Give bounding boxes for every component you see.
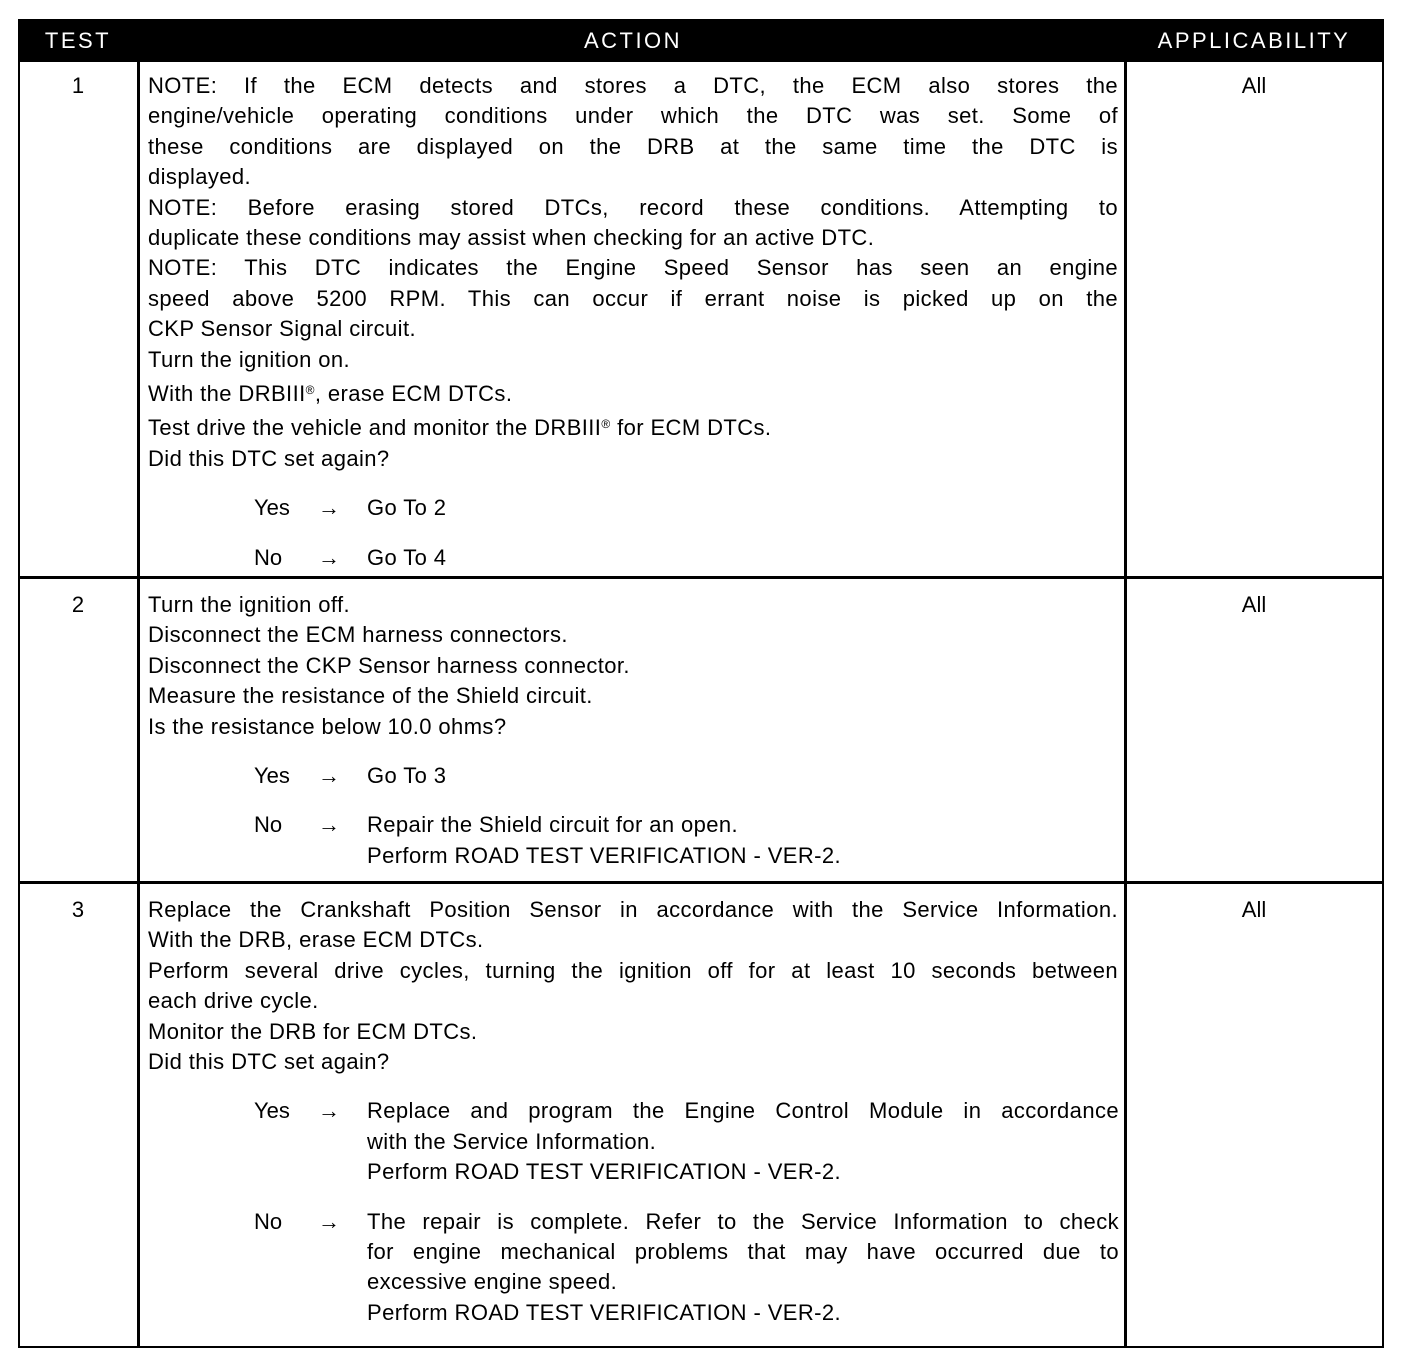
action-line xyxy=(148,409,1118,443)
action-line xyxy=(148,375,1118,409)
result-text: Go To 2 xyxy=(367,495,447,521)
action-cell xyxy=(148,590,1118,871)
action-line: With the DRB, erase ECM DTCs. xyxy=(148,927,484,953)
arrow-icon: → xyxy=(318,1098,340,1124)
action-line: engine/vehicle operating conditions under which the DTC was set. Some of xyxy=(148,103,1118,129)
result-label: Yes xyxy=(254,763,290,789)
action-line: Perform several drive cycles, turning the ignition off for at least 10 seconds between xyxy=(148,957,1118,983)
action-text: , erase ECM DTCs. xyxy=(314,381,513,407)
action-line: duplicate these conditions may assist when checking for an active DTC. xyxy=(148,225,875,251)
result-yes xyxy=(254,1096,1118,1187)
test-number: 3 xyxy=(71,897,85,922)
result-text: The repair is complete. Refer to the Service Information to check xyxy=(367,1208,1119,1234)
table-header xyxy=(18,19,1382,62)
action-line: NOTE: Before erasing stored DTCs, record these conditions. Attempting to xyxy=(148,194,1118,220)
header-test: TEST xyxy=(44,28,112,53)
action-line: Turn the ignition off. xyxy=(148,592,351,617)
column-divider xyxy=(1124,62,1127,1346)
result-text: Go To 3 xyxy=(367,763,447,789)
result-text: Perform ROAD TEST VERIFICATION - VER-2. xyxy=(367,1159,842,1185)
header-applicability: APPLICABILITY xyxy=(1157,28,1351,53)
result-label: No xyxy=(254,812,283,838)
action-line: Turn the ignition on. xyxy=(148,346,351,372)
result-text: with the Service Information. xyxy=(367,1128,657,1154)
action-line: each drive cycle. xyxy=(148,988,319,1014)
column-divider xyxy=(137,62,140,1346)
action-line: displayed. xyxy=(148,164,252,190)
registered-mark: ® xyxy=(601,417,611,432)
action-line: Disconnect the CKP Sensor harness connector. xyxy=(148,652,630,678)
applicability-value: All xyxy=(1241,592,1267,617)
action-line: Is the resistance below 10.0 ohms? xyxy=(148,713,507,739)
action-cell xyxy=(148,895,1118,1328)
action-cell xyxy=(148,71,1118,573)
result-yes xyxy=(254,761,1118,791)
applicability-value: All xyxy=(1241,897,1267,922)
test-table xyxy=(18,19,1382,1346)
action-line: CKP Sensor Signal circuit. xyxy=(148,316,416,342)
arrow-icon: → xyxy=(318,812,340,838)
result-text: excessive engine speed. xyxy=(367,1269,618,1295)
arrow-icon: → xyxy=(318,1208,340,1234)
action-line: Monitor the DRB for ECM DTCs. xyxy=(148,1018,478,1044)
action-line: Disconnect the ECM harness connectors. xyxy=(148,622,568,648)
row-divider xyxy=(18,576,1382,579)
test-number: 2 xyxy=(71,592,85,617)
action-line: NOTE: If the ECM detects and stores a DTC, the ECM also stores the xyxy=(148,73,1118,98)
applicability-value: All xyxy=(1241,73,1267,98)
result-label: No xyxy=(254,544,283,570)
action-line: Replace the Crankshaft Position Sensor in accordance with the Service Information. xyxy=(148,897,1118,922)
registered-mark: ® xyxy=(305,383,315,398)
action-line: NOTE: This DTC indicates the Engine Speed Sensor has seen an engine xyxy=(148,255,1118,281)
action-text: for ECM DTCs. xyxy=(610,415,772,441)
header-action: ACTION xyxy=(583,28,683,53)
result-text: Repair the Shield circuit for an open. xyxy=(367,812,739,838)
result-yes xyxy=(254,493,1118,523)
test-number: 1 xyxy=(71,73,85,98)
result-text: for engine mechanical problems that may have occurred due to xyxy=(367,1239,1119,1265)
result-no xyxy=(254,1207,1118,1329)
result-text: Replace and program the Engine Control Module in accordance xyxy=(367,1098,1119,1124)
arrow-icon: → xyxy=(318,544,340,570)
action-line: Measure the resistance of the Shield circuit. xyxy=(148,683,593,709)
action-line: these conditions are displayed on the DRB at the same time the DTC is xyxy=(148,133,1118,159)
action-line: speed above 5200 RPM. This can occur if errant noise is picked up on the xyxy=(148,285,1118,311)
result-text: Go To 4 xyxy=(367,544,447,570)
result-text: Perform ROAD TEST VERIFICATION - VER-2. xyxy=(367,1299,842,1325)
action-line: Did this DTC set again? xyxy=(148,1049,390,1075)
action-line: Did this DTC set again? xyxy=(148,445,390,471)
result-no xyxy=(254,810,1118,871)
row-divider xyxy=(18,881,1382,884)
arrow-icon: → xyxy=(318,495,340,521)
result-label: Yes xyxy=(254,1098,290,1124)
result-label: Yes xyxy=(254,495,290,521)
arrow-icon: → xyxy=(318,763,340,789)
result-text: Perform ROAD TEST VERIFICATION - VER-2. xyxy=(367,842,842,868)
action-text: Test drive the vehicle and monitor the DRBIII xyxy=(148,415,602,441)
result-no xyxy=(254,543,1118,573)
action-text: With the DRBIII xyxy=(148,381,306,407)
result-label: No xyxy=(254,1208,283,1234)
